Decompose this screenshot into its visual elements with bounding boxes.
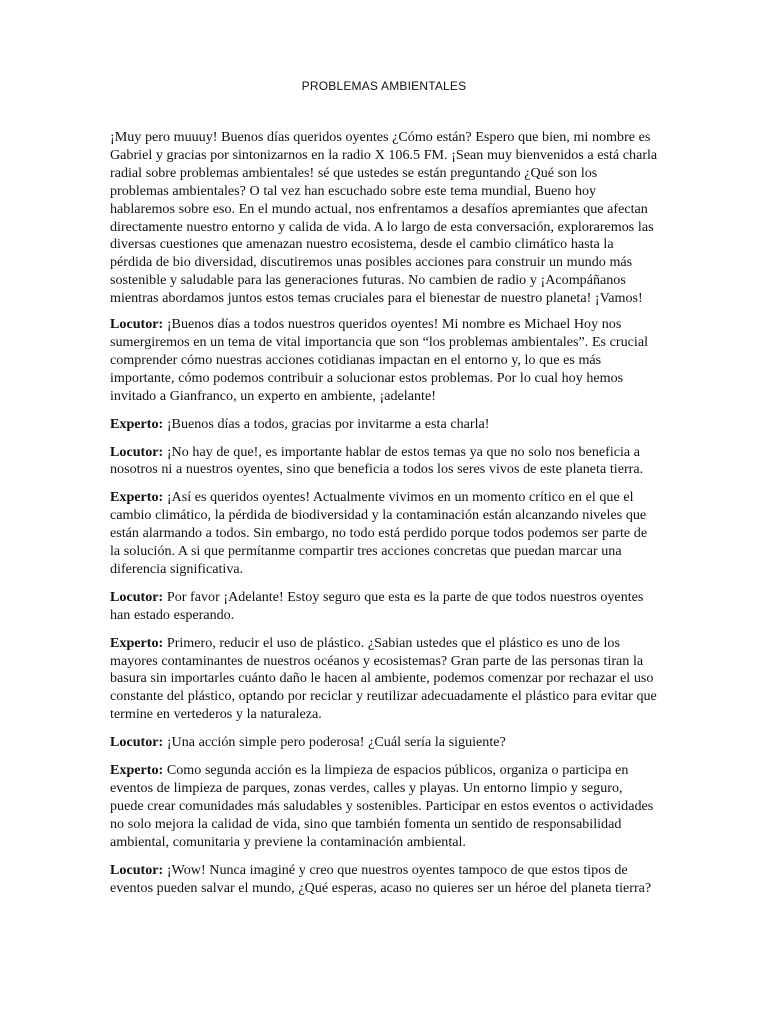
document-body [110,129,658,907]
dialogue-text: Primero, reducir el uso de plástico. ¿Sabian ustedes que el plástico es uno de los mayores contaminantes de nuestros océanos y ecosistemas? Gran parte de las personas tiran la basura sin importarles cuánto daño le hacen al ambiente, podemos comenzar por rechazar el uso constante del plástico, optando por reciclar y reutilizar adecuadamente el plástico para evitar que termine en vertederos y la naturaleza. [110,634,657,723]
dialogue-text: ¡No hay de que!, es importante hablar de estos temas ya que no solo nos beneficia a nosotros ni a nuestros oyentes, sino que beneficia a todos los seres vivos de este planeta tierra. [110,443,644,478]
dialogue-text: ¡Buenos días a todos nuestros queridos oyentes! Mi nombre es Michael Hoy nos sumergiremos en un tema de vital importancia que son “los problemas ambientales”. Es crucial comprender cómo nuestras acciones cotidianas impactan en el entorno y, lo que es más importante, cómo podemos contribuir a solucionar estos problemas. Por lo cual hoy hemos invitado a Gianfranco, un experto en ambiente, ¡adelante! [110,316,649,404]
dialogue-text: ¡Buenos días a todos, gracias por invitarme a esta charla! [166,415,490,432]
dialogue-paragraph [110,416,658,434]
speaker-label: Experto: [110,634,164,651]
speaker-label: Experto: [110,415,164,432]
dialogue-text: ¡Wow! Nunca imaginé y creo que nuestros oyentes tampoco de que estos tipos de eventos pueden salvar el mundo, ¿Qué esperas, acaso no quieres ser un héroe del planeta tierra? [110,861,652,896]
dialogue-paragraph [110,444,658,480]
dialogue-paragraph [110,316,658,406]
intro-paragraph: ¡Muy pero muuuy! Buenos días queridos oyentes ¿Cómo están? Espero que bien, mi nombre es Gabriel y gracias por sintonizarnos en la radio X 106.5 FM. ¡Sean muy bienvenidos a está charla radial sobre problemas ambientales! sé que ustedes se están preguntando ¿Qué son los problemas ambientales? O tal vez han escuchado sobre este tema mundial, Bueno hoy hablaremos sobre eso. En el mundo actual, nos enfrentamos a desafíos apremiantes que afectan directamente nuestro entorno y calida de vida. A lo largo de esta conversación, exploraremos las diversas cuestiones que amenazan nuestro ecosistema, desde el cambio climático hasta la pérdida de bio diversidad, discutiremos unas posibles acciones para construir un mundo más sostenible y saludable para las generaciones futuras. No cambien de radio y ¡Acompáñanos mientras abordamos juntos estos temas cruciales para el bienestar de nuestro planeta! ¡Vamos! [110,129,658,307]
dialogue-paragraph [110,589,658,625]
dialogue-text: Como segunda acción es la limpieza de espacios públicos, organiza o participa en eventos de limpieza de parques, zonas verdes, calles y playas. Un entorno limpio y seguro, puede crear comunidades más saludables y sostenibles. Participar en estos eventos o actividades no solo mejora la calidad de vida, sino que también fomenta un sentido de responsabilidad ambiental, comunitaria y previene la contaminación ambiental. [110,762,654,850]
dialogue-paragraph [110,489,658,579]
dialogue-text: ¡Así es queridos oyentes! Actualmente vivimos en un momento crítico en el que el cambio climático, la pérdida de biodiversidad y la contaminación están alcanzando niveles que están alarmando a todos. Sin embargo, no todo está perdido porque todos podemos ser parte de la solución. A si que permítanme compartir tres acciones concretas que puedan marcar una diferencia significativa. [110,489,648,577]
page-title: PROBLEMAS AMBIENTALES [301,79,467,93]
dialogue-paragraph [110,734,658,752]
dialogue-text: Por favor ¡Adelante! Estoy seguro que esta es la parte de que todos nuestros oyentes han estado esperando. [110,588,644,623]
speaker-label: Locutor: [110,588,164,605]
speaker-label: Locutor: [110,443,164,460]
speaker-label: Locutor: [110,734,164,751]
speaker-label: Locutor: [110,861,164,878]
speaker-label: Experto: [110,489,164,506]
dialogue-paragraph [110,862,658,898]
dialogue-text: ¡Una acción simple pero poderosa! ¿Cuál sería la siguiente? [166,734,506,751]
speaker-label: Experto: [110,762,164,779]
dialogue-paragraph [110,762,658,852]
speaker-label: Locutor: [110,316,164,333]
dialogue-paragraph [110,635,658,725]
